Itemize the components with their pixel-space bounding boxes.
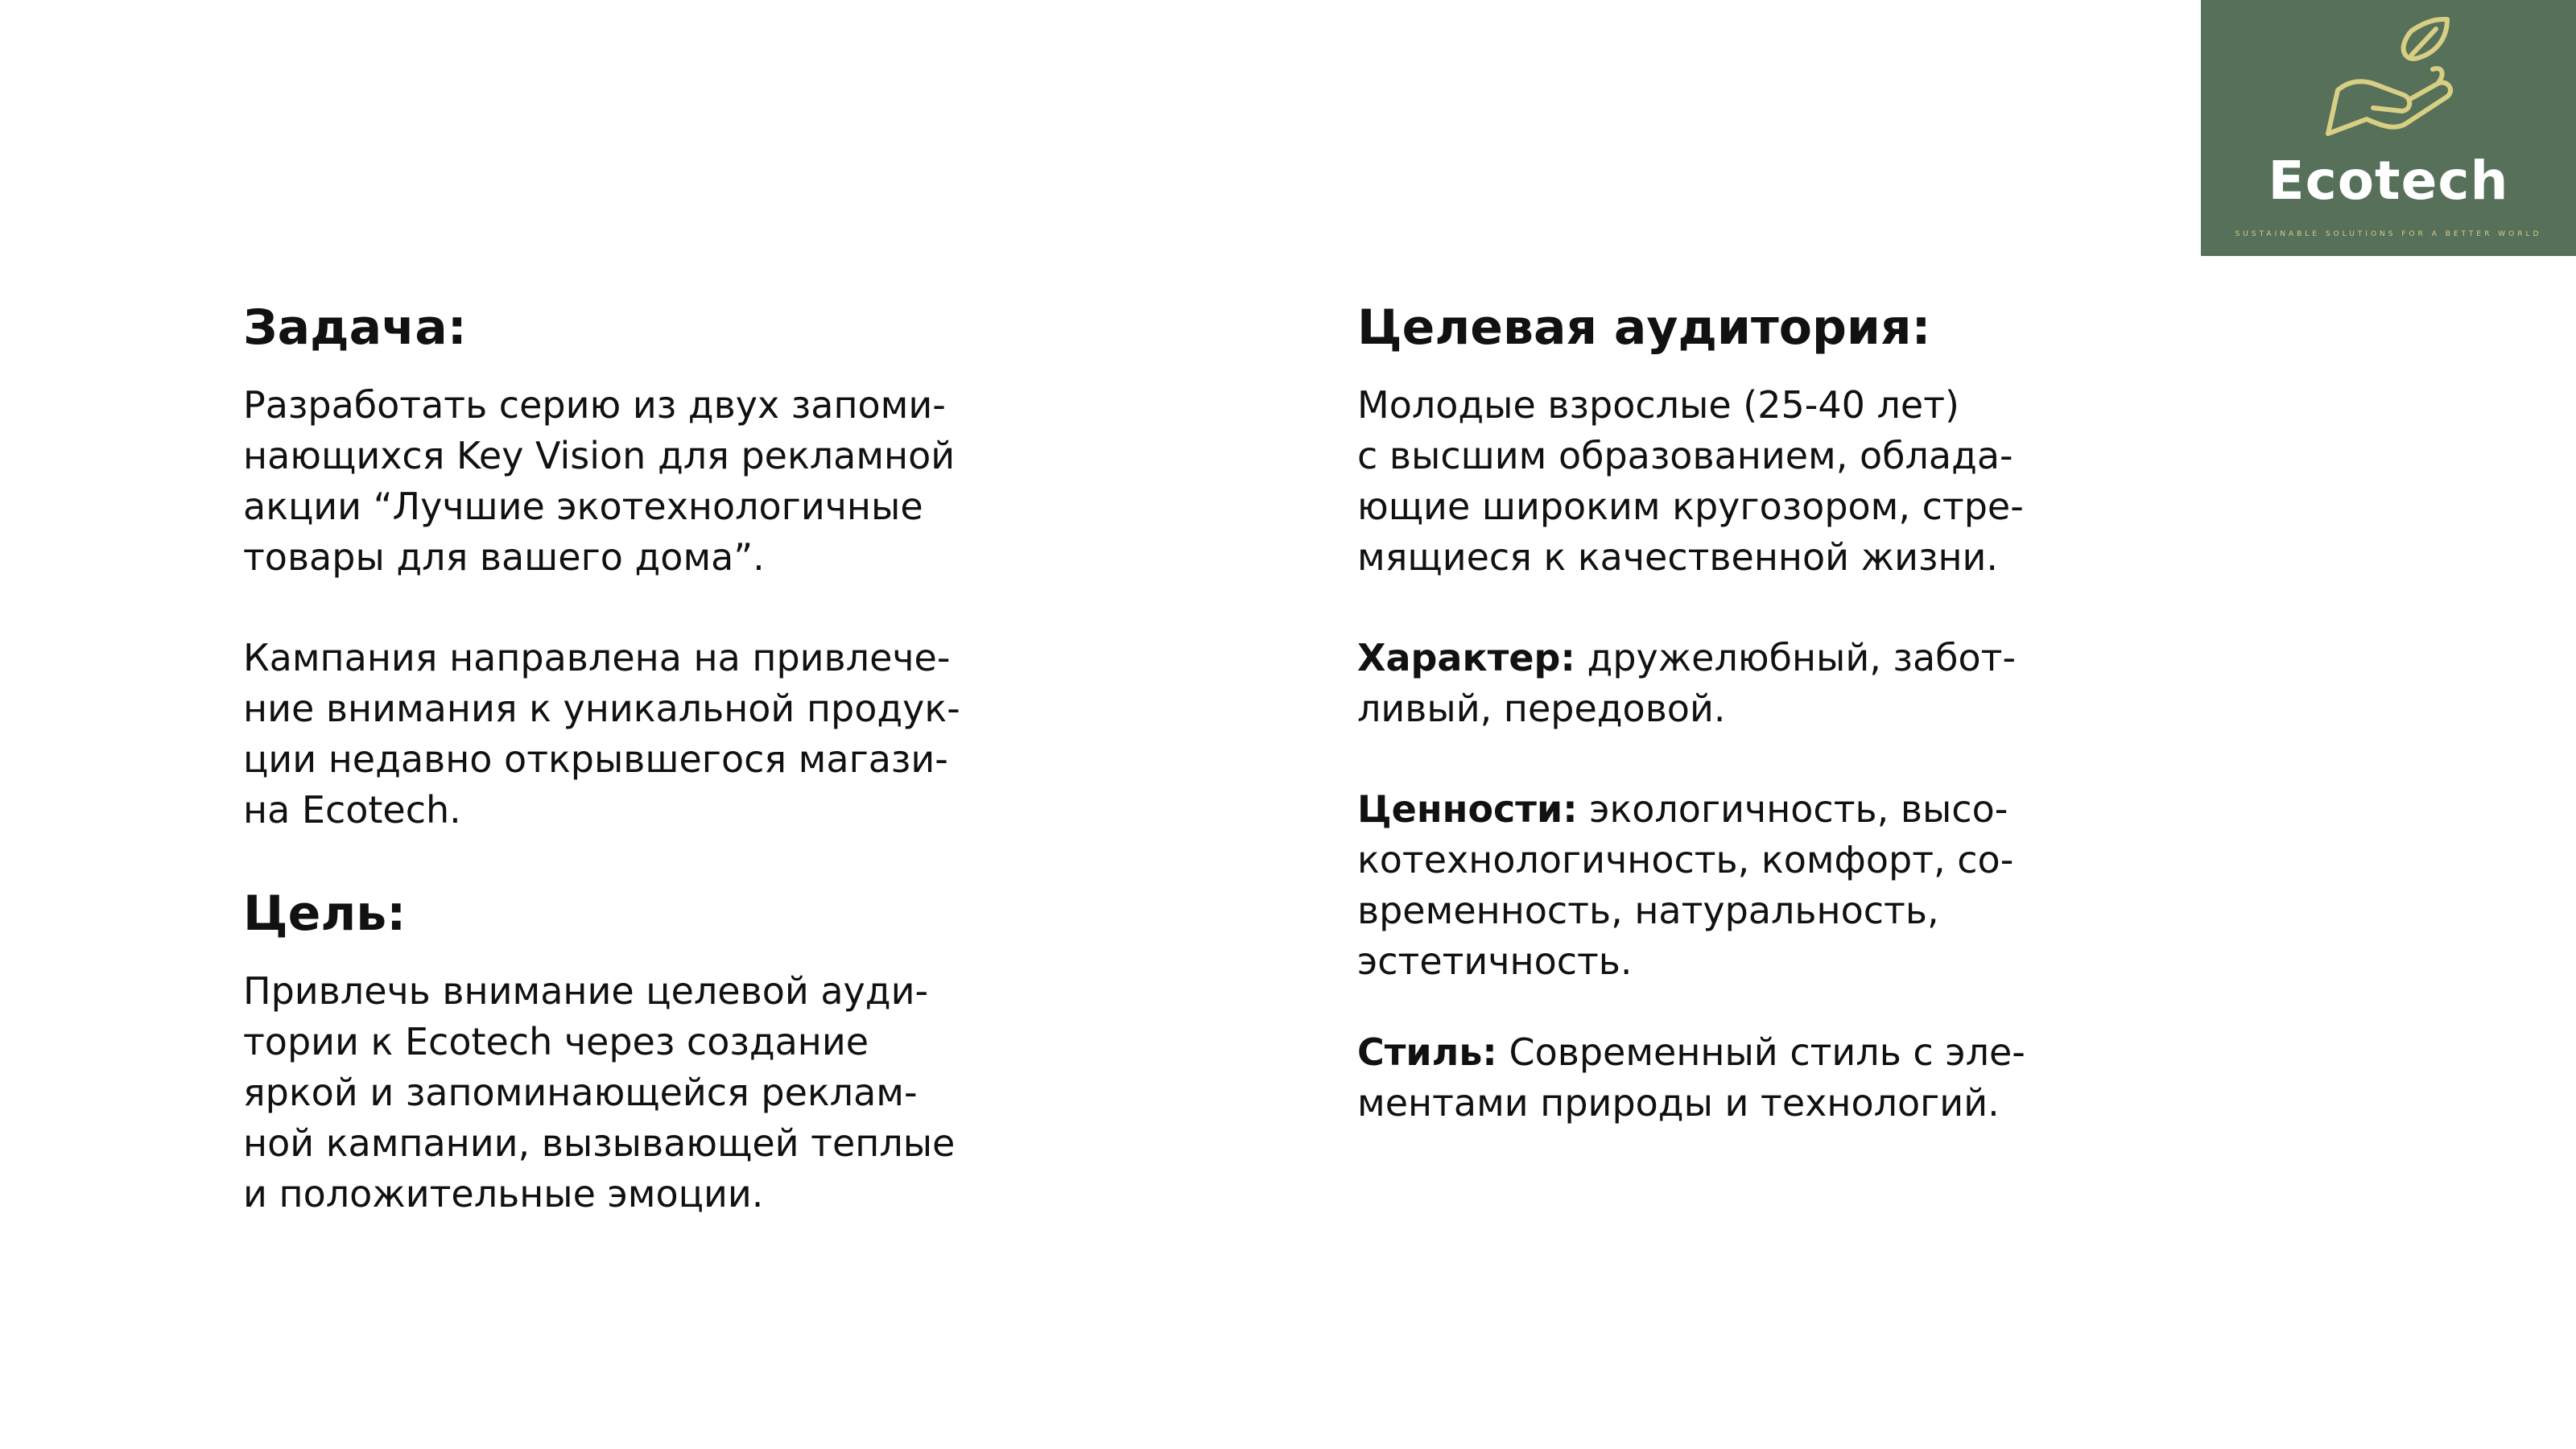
style-label: Стиль: [1357, 1030, 1497, 1074]
goal-paragraph: Привлечь внимание целевой ауди- тории к Ecotech через создание яркой и запоминающейся реклам- ной кампании, вызывающей теплые и положительные эмоции. [243, 969, 956, 1216]
character-label: Характер: [1357, 636, 1575, 679]
audience-heading: Целевая аудитория: [1357, 299, 1931, 356]
values-text: экологичность, высо- котехнологичность, комфорт, со- временность, натуральность, эстетичность. [1357, 787, 2014, 983]
audience-paragraph: Молодые взрослые (25-40 лет) с высшим образованием, облада- ющие широким кругозором, стре- мящиеся к качественной жизни. [1357, 383, 2024, 579]
style-text: Современный стиль с эле- ментами природы и технологий. [1357, 1030, 2025, 1125]
logo-brand-text: Ecotech [2268, 150, 2509, 212]
values-paragraph [1357, 784, 2013, 987]
character-text: дружелюбный, забот- ливый, передовой. [1357, 636, 2017, 730]
campaign-paragraph: Кампания направлена на привлече- ние внимания к уникальной продук- ции недавно открывшегося магази- на Ecotech. [243, 636, 960, 832]
values-label: Ценности: [1357, 787, 1578, 831]
task-paragraph: Разработать серию из двух запоми- нающихся Key Vision для рекламной акции “Лучшие экотехнологичные товары для вашего дома”. [243, 383, 956, 579]
logo-tagline: SUSTAINABLE SOLUTIONS FOR A BETTER WORLD [2235, 230, 2542, 238]
hand-leaf-icon [2201, 0, 2576, 153]
style-paragraph [1357, 1027, 2025, 1129]
goal-heading: Цель: [243, 886, 407, 942]
task-heading: Задача: [243, 299, 467, 356]
character-paragraph [1357, 633, 2016, 734]
ecotech-logo [2201, 0, 2576, 256]
